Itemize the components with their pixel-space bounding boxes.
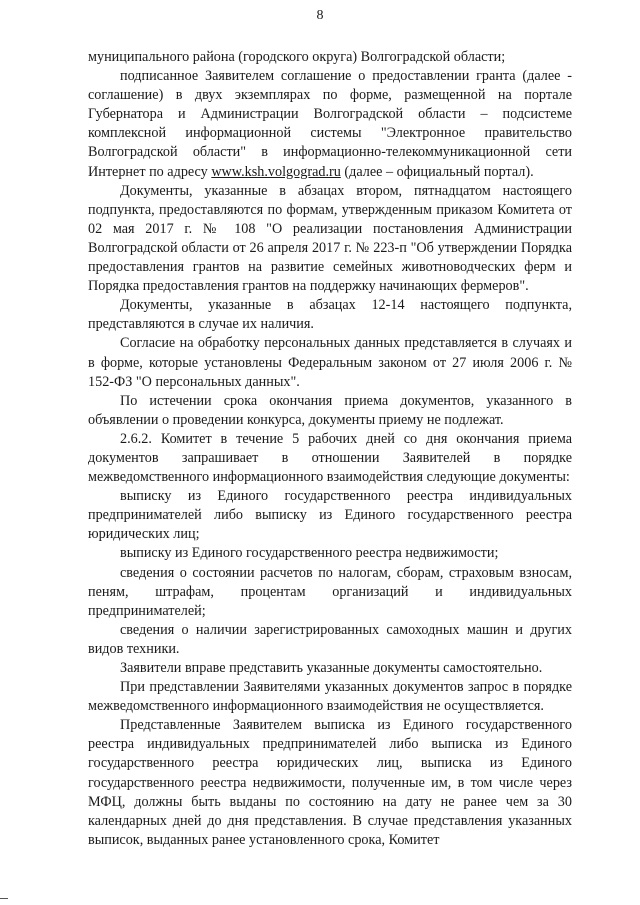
paragraph-13: При представлении Заявителями указанных документов запрос в порядке межведомственного информационного взаимодействия не осуществляется. bbox=[88, 679, 572, 715]
paragraph-2-suffix: (далее – официальный портал). bbox=[340, 163, 534, 180]
paragraph-2 bbox=[88, 67, 572, 182]
paragraph-10: сведения о состоянии расчетов по налогам, сборам, страховым взносам, пеням, штрафам, процентам организаций и индивидуальных предпринимателей; bbox=[88, 564, 572, 619]
paragraph-6: По истечении срока окончания приема документов, указанного в объявлении о проведении конкурса, документы приему не подлежат. bbox=[88, 392, 572, 428]
paragraph-5: Согласие на обработку персональных данных представляется в случаях и в форме, которые установлены Федеральным законом от 27 июля 2006 г. № 152-ФЗ "О персональных данных". bbox=[88, 335, 572, 390]
page-number: 8 bbox=[316, 8, 324, 23]
paragraph-11: сведения о наличии зарегистрированных самоходных машин и других видов техники. bbox=[88, 621, 572, 657]
paragraph-2-text: подписанное Заявителем соглашение о предоставлении гранта (далее - соглашение) в двух экземплярах по форме, размещенной на портале Губернатора и Администрации Волгоградской области – подсистеме комплексной информационной системы "Электронное правительство Волгоградской области" в информационно-телекоммуникационной сети Интернет по адресу bbox=[88, 68, 572, 180]
paragraph-8: выписку из Единого государственного реестра индивидуальных предпринимателей либо выписку из Единого государственного реестра юридических лиц; bbox=[88, 488, 572, 543]
paragraph-7: 2.6.2. Комитет в течение 5 рабочих дней со дня окончания приема документов запрашивает в отношении Заявителей в порядке межведомственного информационного взаимодействия следующие документы: bbox=[88, 430, 572, 486]
document-body bbox=[88, 48, 572, 850]
scan-edge-mark bbox=[0, 898, 8, 899]
paragraph-4: Документы, указанные в абзацах 12-14 настоящего подпункта, представляются в случае их наличия. bbox=[88, 297, 572, 333]
paragraph-1: муниципального района (городского округа) Волгоградской области; bbox=[88, 49, 506, 65]
paragraph-14: Представленные Заявителем выписка из Единого государственного реестра индивидуальных предпринимателей либо выписка из Единого государственного реестра юридических лиц, выписка из Единого государственного реестра недвижимости, полученные им, в том числе через МФЦ, должны быть выданы по состоянию на дату не ранее чем за 30 календарных дней до дня представления. В случае представления указанных выписок, выданных ранее установленного срока, Комитет bbox=[88, 717, 572, 848]
paragraph-3: Документы, указанные в абзацах втором, пятнадцатом настоящего подпункта, предоставляются по формам, утвержденным приказом Комитета от 02 мая 2017 г. № 108 "О реализации постановления Администрации Волгоградской области от 26 апреля 2017 г. № 223-п "Об утверждении Порядка предоставления грантов на развитие семейных животноводческих ферм и Порядка предоставления грантов на поддержку начинающих фермеров". bbox=[88, 182, 572, 295]
paragraph-9: выписку из Единого государственного реестра недвижимости; bbox=[120, 545, 499, 562]
paragraph-12: Заявители вправе представить указанные документы самостоятельно. bbox=[120, 660, 543, 676]
portal-link[interactable]: www.ksh.volgograd.ru bbox=[211, 163, 341, 180]
